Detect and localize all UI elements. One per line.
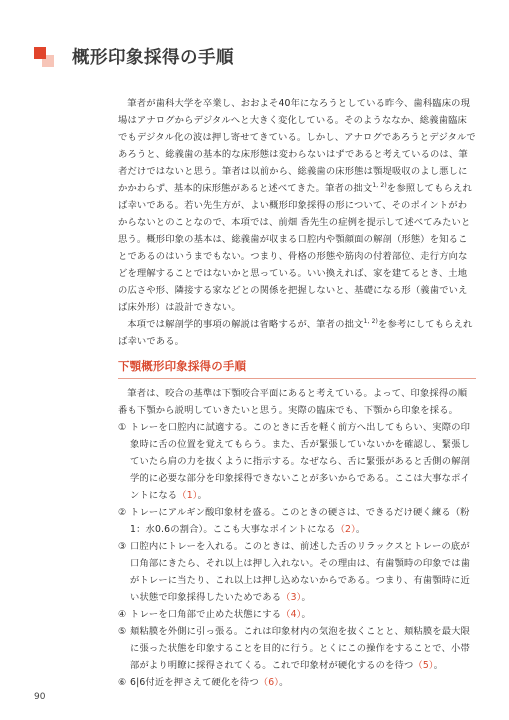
step-end: 。 [433,660,444,671]
figure-reference: （2） [335,524,356,535]
step-end: 。 [301,609,311,620]
step-body: トレーを口腔内に試適する。このときに舌を軽く前方へ出してもらい、実際の印象時に舌の位置を覚えてもらう。また、舌が緊張していないかを確認し、緊張していたら肩の力を抜くように指示する。なぜなら、舌に緊張があると舌側の解剖学的に必要な部分を印象採得できないことが多いからである。ここは大事なポイントになる [130,422,471,501]
step-text [130,623,476,674]
step-item [118,504,476,538]
citation-1: 1, 2) [372,181,387,189]
step-number: ① [118,422,127,433]
citation-2: 1, 2) [363,317,379,325]
intro-text-1a: 筆者が歯科大学を卒業し、おおよそ40年になろうとしている昨今、歯科臨床の現場はアナログからデジタルへと大きく変化している。そのようななか、総義歯臨床でもデジタル化の波は押し寄せてきている。しかし、アナログであろうとデジタルであろうと、総義歯の基本的な床形態は変わらないはずであると考えているのは、筆者だけではないと思う。筆者は以前から、総義歯の床形態は顎堤吸収のよし悪しにかかわらず、基本的床形態があると述べてきた。筆者の拙文 [118,98,476,194]
intro-paragraph-2 [118,316,476,350]
intro-text-2a: 本項では解剖学的事項の解説は省略するが、筆者の拙文 [127,319,364,330]
intro-paragraph-1 [118,95,476,316]
step-text [130,606,476,623]
title-mark-red [34,47,46,59]
step-end: 。 [197,490,208,501]
step-number: ④ [118,609,127,620]
step-end: 。 [355,524,366,535]
step-text [130,674,476,691]
step-end: 。 [301,592,311,603]
step-body: トレーにアルギン酸印象材を盛る。このときの硬さは、できるだけ硬く練る（粉1：水0.6の割合）。ここも大事なポイントになる [130,507,470,535]
step-text [130,538,476,606]
figure-reference: （1） [177,490,198,501]
step-number: ⑤ [118,626,127,637]
step-number: ⑥ [118,677,127,688]
section-lead: 筆者は、咬合の基準は下顎咬合平面にあると考えている。よって、印象採得の順番も下顎から説明していきたいと思う。実際の臨床でも、下顎から印象を採る。 [118,388,468,416]
intro-text-1b: を参照してもらえれば幸いである。若い先生方が、よい概形印象採得の形について、そのポイントがわからないとのことなので、本項では、前畑 香先生の症例を提示して述べてみたいと思う。概形印象の基本は、総義歯が収まる口腔内や顎顔面の解剖（形態）を知ることであるのはいうまでもない。つまり、骨格の形態や筋肉の付着部位、走行方向などを理解することではないかと思っている。いい換えれば、家を建てるとき、土地の広さや形、隣接する家などとの関係を把握しないと、基礎になる形（義歯でいえば床外形）は設計できない。 [118,183,472,313]
step-body: 頬粘膜を外側に引っ張る。これは印象材内の気泡を抜くことと、頬粘膜を最大限に張った状態を印象することを目的に行う。とくにこの操作をすることで、小帯部がより明瞭に採得されてくる。これで印象材が硬化するのを待つ [130,626,471,671]
step-list [118,419,476,691]
step-body: 口腔内にトレーを入れる。このときは、前述した舌のリラックスとトレーの底が口角部にきたら、それ以上は押し入れない。その理由は、有歯顎時の印象では歯がトレーに当たり、これ以上は押し込めないからである。つまり、有歯顎時に近い状態で印象採得したいためである [130,541,471,603]
step-body: トレーを口角部で止めた状態にする [130,609,282,620]
figure-reference: （5） [413,660,434,671]
page-title: 概形印象採得の手順 [72,48,234,68]
step-item [118,674,476,691]
step-item [118,419,476,504]
step-number: ③ [118,541,127,552]
intro-text-2b: を参考にしてもらえれば幸いである。 [118,319,473,347]
section-heading: 下顎概形印象採得の手順 [118,358,476,379]
figure-reference: （3） [281,592,302,603]
page-number: 90 [34,692,46,702]
step-end: 。 [279,677,289,688]
step-number: ② [118,507,127,518]
figure-reference: （6） [258,677,280,688]
figure-reference: （4） [281,609,302,620]
step-text [130,419,476,504]
step-item [118,538,476,606]
main-text [118,95,476,691]
step-item [118,606,476,623]
step-body: 6|6付近を押さえて硬化を待つ [130,677,259,688]
step-item [118,623,476,674]
step-text [130,504,476,538]
